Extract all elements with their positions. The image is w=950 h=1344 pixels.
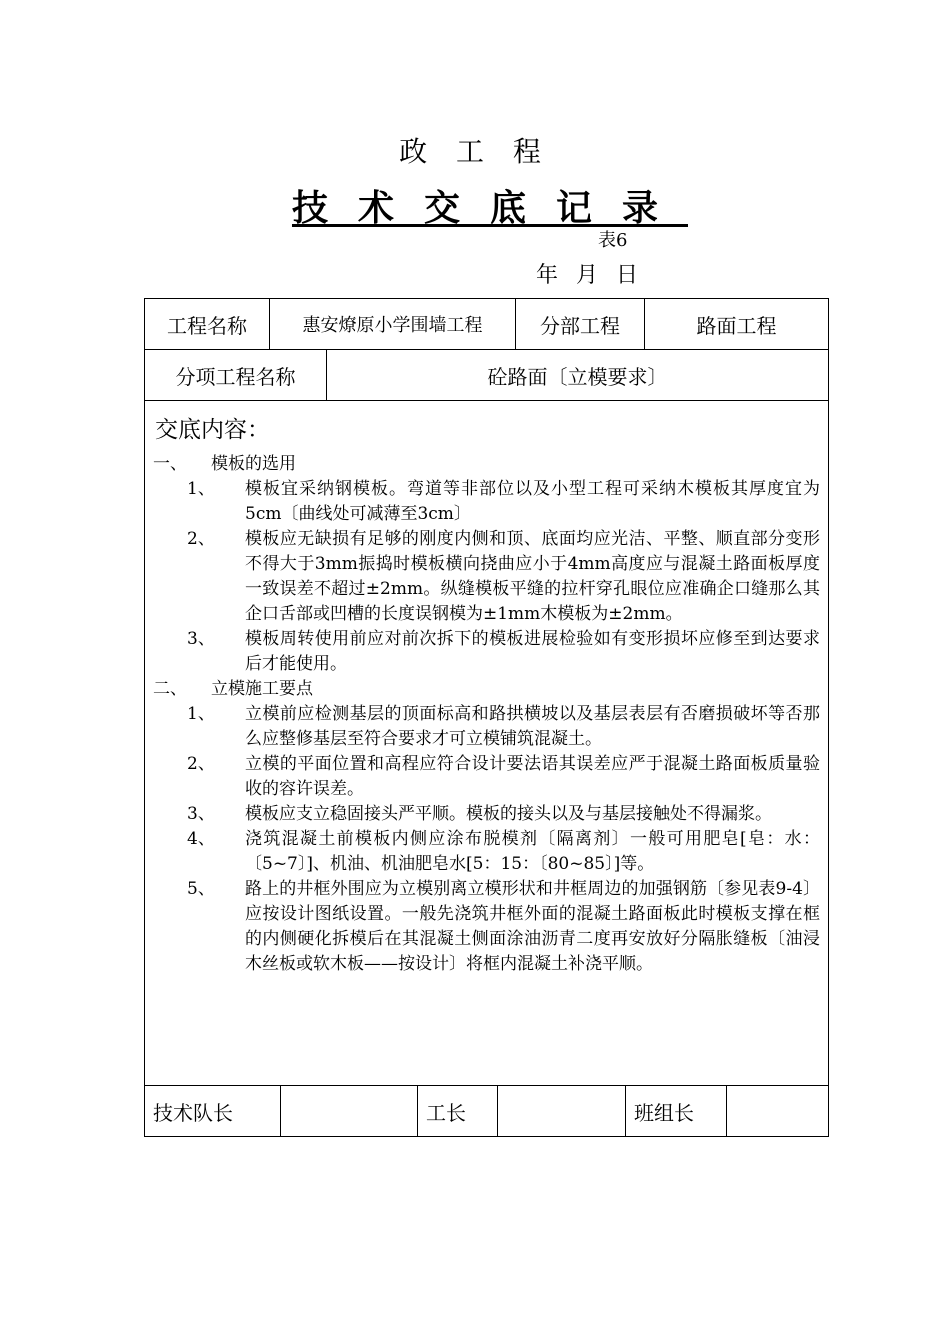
list-item — [153, 702, 820, 752]
item-text: 浇筑混凝土前模板内侧应涂布脱模剂〔隔离剂〕一般可用肥皂[皂：水：〔5~7〕]、机油、机油肥皂水[5：15：〔80~85〕]等。 — [245, 829, 820, 874]
tech-lead-label: 技术队长 — [145, 1086, 281, 1137]
section-heading — [153, 452, 820, 477]
item-number: 1、 — [187, 479, 215, 499]
item-text: 模板宜采纳钢模板。弯道等非部位以及小型工程可采纳木模板其厚度宜为5cm〔曲线处可减薄至3cm〕 — [245, 479, 820, 524]
document-title — [0, 180, 950, 231]
item-text: 立模前应检测基层的顶面标高和路拱横坡以及基层表层有否磨损破坏等否那么应整修基层至符合要求才可立模铺筑混凝土。 — [245, 704, 820, 749]
team-lead-signature-field[interactable] — [727, 1086, 829, 1137]
item-number: 3、 — [187, 804, 215, 824]
date-day: 日 — [616, 263, 639, 288]
section-title: 立模施工要点 — [211, 679, 313, 699]
list-item — [153, 527, 820, 627]
item-text: 模板应支立稳固接头严平顺。模板的接头以及与基层接触处不得漏浆。 — [245, 804, 772, 824]
section-title: 模板的选用 — [211, 454, 296, 474]
item-number: 1、 — [187, 704, 215, 724]
date-year: 年 — [536, 263, 559, 288]
item-number: 2、 — [187, 529, 215, 549]
subitem-value: 砼路面〔立模要求〕 — [327, 350, 829, 401]
project-name-label: 工程名称 — [145, 299, 270, 350]
list-item — [153, 802, 820, 827]
document-title-text: 技术交底记录 — [291, 187, 688, 229]
record-form — [144, 298, 829, 1086]
content-cell — [145, 401, 829, 1086]
item-number: 3、 — [187, 629, 215, 649]
division-label: 分部工程 — [516, 299, 645, 350]
date-month: 月 — [576, 263, 599, 288]
title-top: 政 工 程 — [399, 135, 551, 168]
foreman-label: 工长 — [418, 1086, 498, 1137]
item-number: 5、 — [187, 879, 215, 899]
team-lead-label: 班组长 — [626, 1086, 727, 1137]
content-title: 交底内容： — [155, 417, 270, 443]
section-heading — [153, 677, 820, 702]
division-value: 路面工程 — [645, 299, 829, 350]
item-text: 立模的平面位置和高程应符合设计要法语其误差应严于混凝土路面板质量验收的容许误差。 — [245, 754, 820, 799]
item-text: 路上的井框外围应为立模别离立模形状和井框周边的加强钢筋〔参见表9-4〕应按设计图纸设置。一般先浇筑井框外面的混凝土路面板此时模板支撑在框的内侧硬化拆模后在其混凝土侧面涂油沥青二度再安放好分隔胀缝板〔油浸木丝板或软木板——按设计〕将框内混凝土补浇平顺。 — [245, 879, 820, 974]
subitem-label: 分项工程名称 — [145, 350, 327, 401]
signature-table — [144, 1085, 829, 1137]
tech-lead-signature-field[interactable] — [281, 1086, 418, 1137]
item-number: 4、 — [187, 829, 215, 849]
item-number: 2、 — [187, 754, 215, 774]
table-number: 表6 — [598, 230, 628, 251]
list-item — [153, 752, 820, 802]
list-item — [153, 477, 820, 527]
list-item — [153, 627, 820, 677]
section-number: 二、 — [153, 679, 187, 699]
list-item — [153, 877, 820, 977]
item-text: 模板应无缺损有足够的刚度内侧和顶、底面均应光洁、平整、顺直部分变形不得大于3mm振捣时模板横向挠曲应小于4mm高度应与混凝土路面板厚度一致误差不超过±2mm。纵缝模板平缝的拉杆穿孔眼位应准确企口缝那么其企口舌部或凹槽的长度误钢模为±1mm木模板为±2mm。 — [245, 529, 820, 624]
project-name-value: 惠安燎原小学围墙工程 — [270, 299, 516, 350]
list-item — [153, 827, 820, 877]
item-text: 模板周转使用前应对前次拆下的模板进展检验如有变形损坏应修至到达要求后才能使用。 — [245, 629, 820, 674]
date-line — [536, 258, 638, 289]
foreman-signature-field[interactable] — [498, 1086, 626, 1137]
section-number: 一、 — [153, 454, 187, 474]
